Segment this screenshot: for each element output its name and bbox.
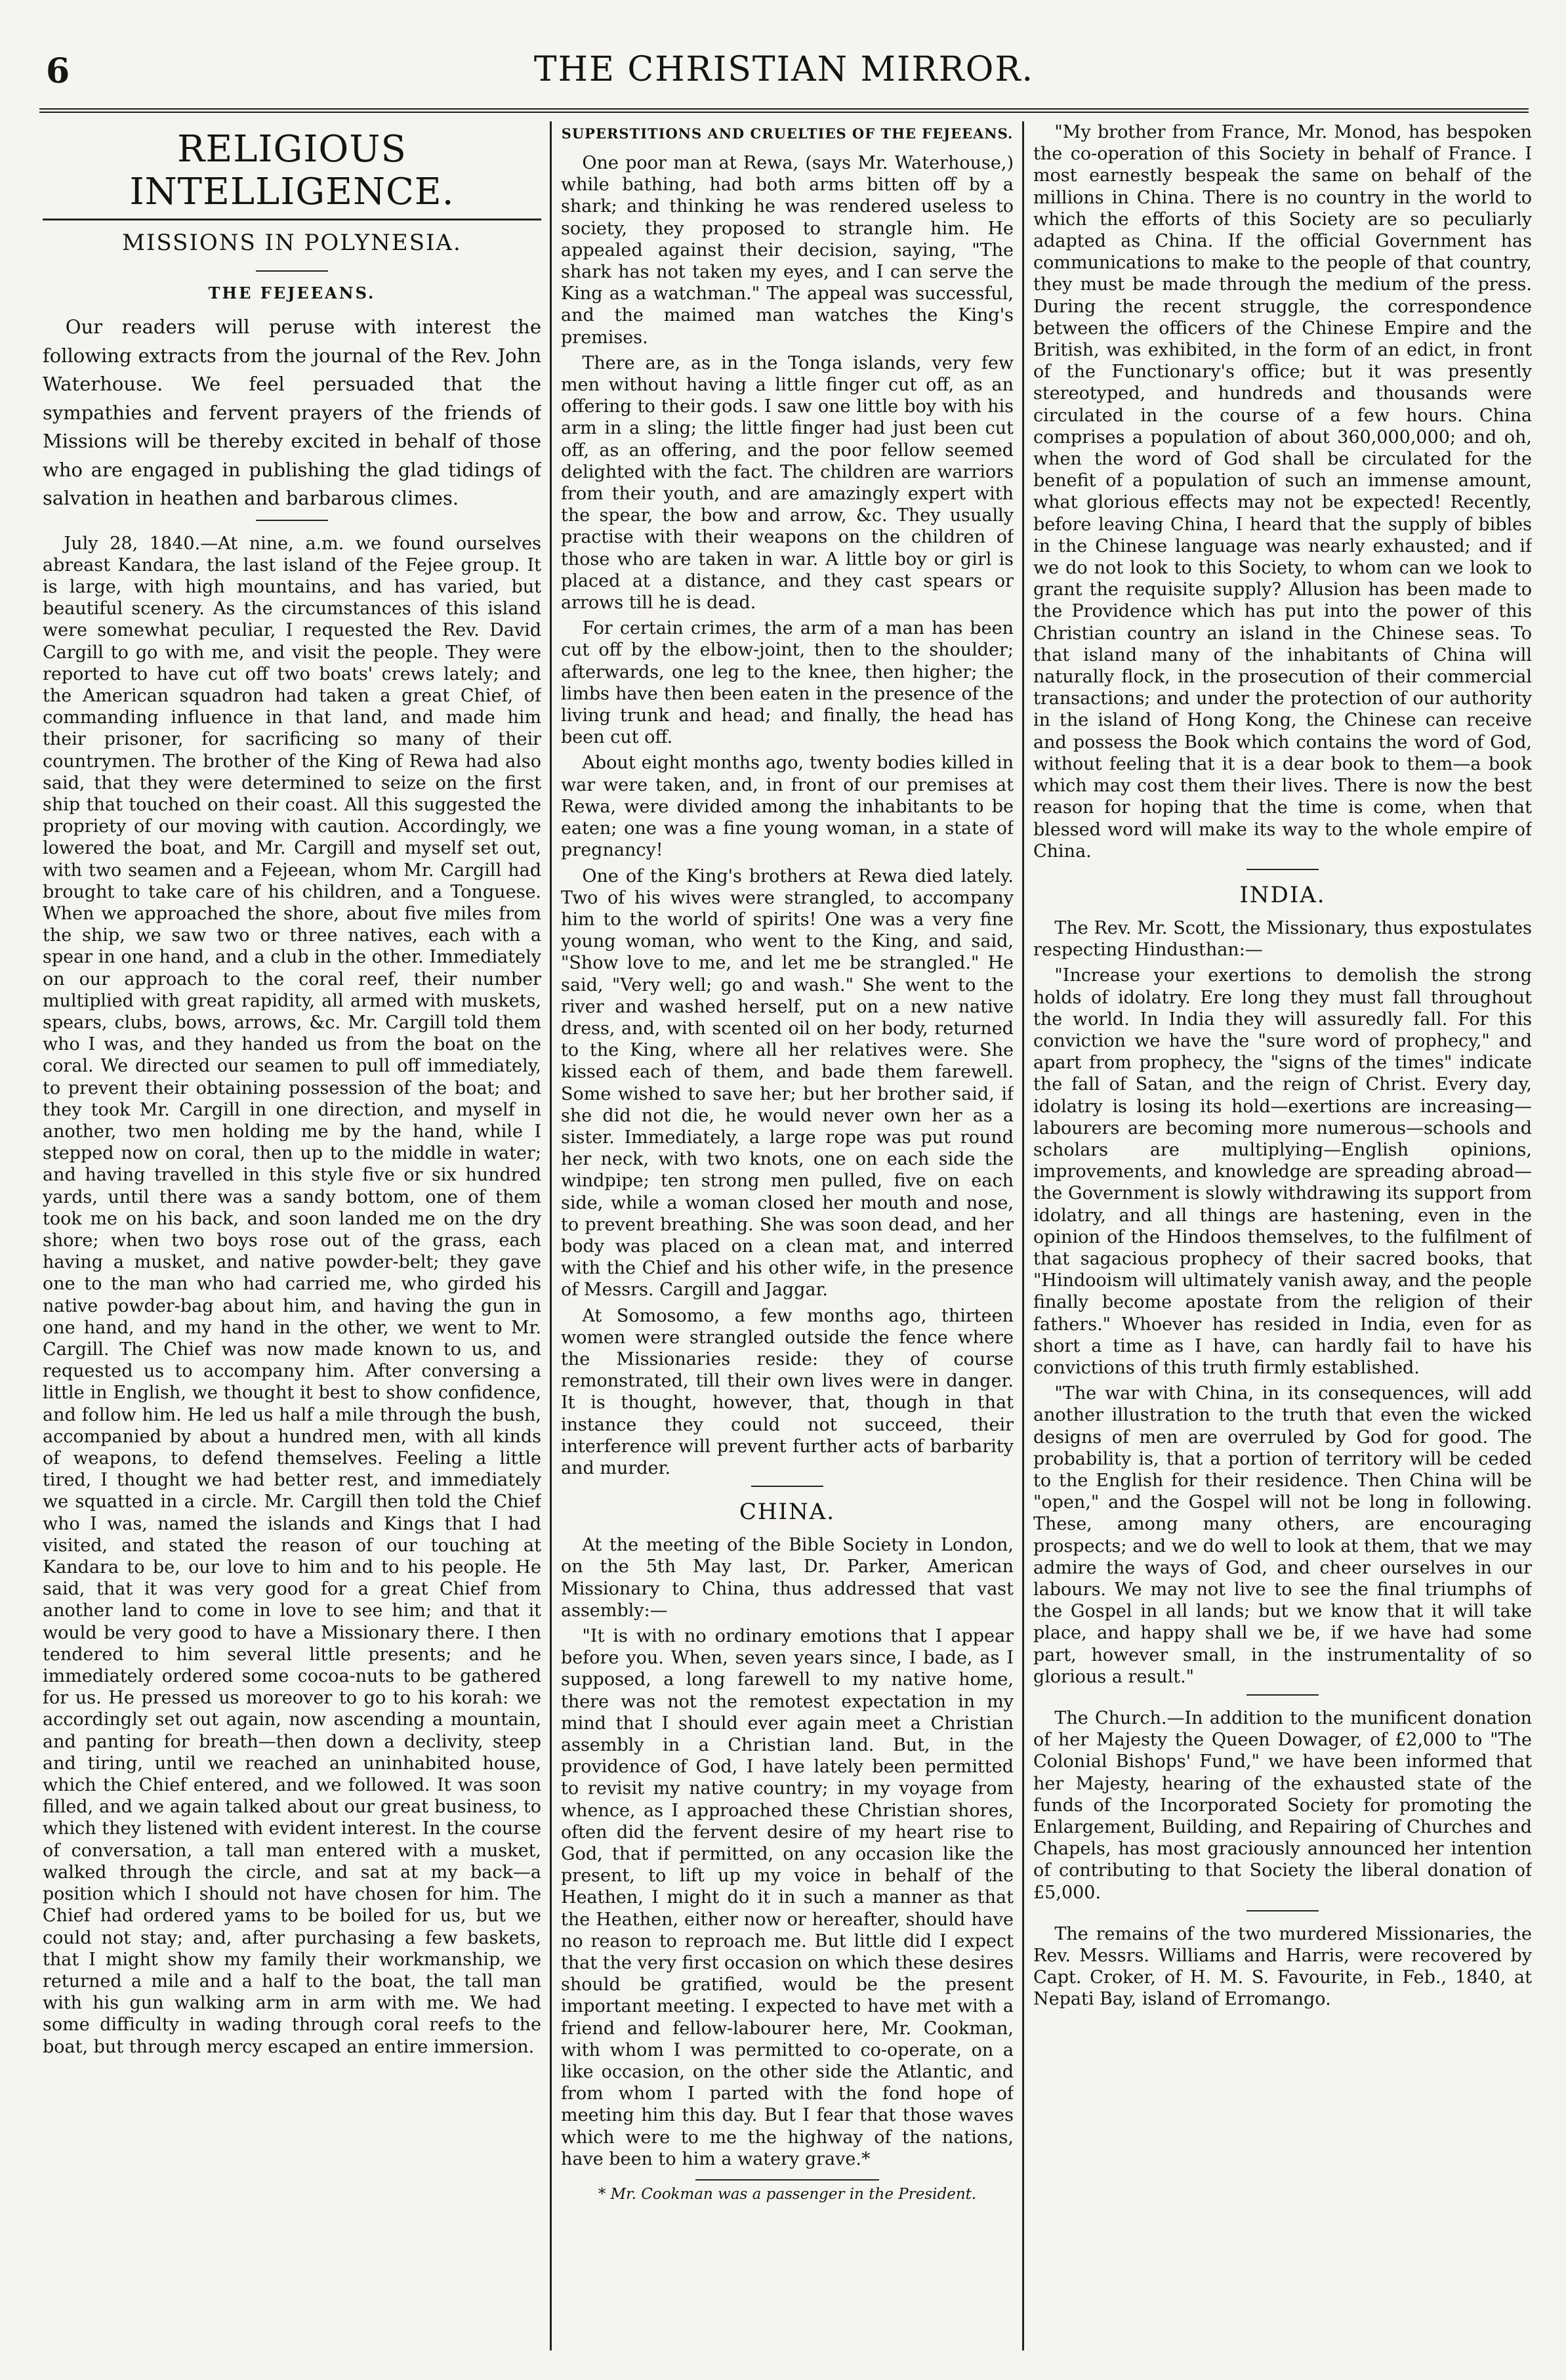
page-header bbox=[39, 46, 1529, 98]
section-rule bbox=[43, 219, 541, 220]
article-paragraph: At Somosomo, a few months ago, thirteen women were strangled outside the fence where the Missionaries reside: they of course remonstrated, till their own lives were in danger. It is thought, however, that, though in that instance they could not succeed, their interference will prevent further acts of barbarity and murder. bbox=[561, 1305, 1014, 1478]
article-paragraph: One poor man at Rewa, (says Mr. Waterhouse,) while bathing, had both arms bitten off by a shark; and thinking he was rendered useless to society, they proposed to strangle him. He appealed against their decision, saying, "The shark has not taken my eyes, and I can serve the King as a watchman." The appeal was successful, and the maimed man watches the King's premises. bbox=[561, 153, 1014, 348]
article-title-superstitions: SUPERSTITIONS AND CRUELTIES OF THE FEJEEANS. bbox=[561, 125, 1014, 142]
article-paragraph: One of the King's brothers at Rewa died lately. Two of his wives were strangled, to accompany him to the world of spirits! One was a very fine young woman, who went to the King, and said, "Show love to me, and let me be strangled." He said, "Very well; go and wash." She went to the river and washed herself, put on a new native dress, and, with scented oil on her body, returned to the King, where all her relatives were. She kissed each of them, and bade them farewell. Some wished to save her; but her brother said, if she did not die, he would never own her as a sister. Immediately, a large rope was put round her neck, with two knots, one on each side the windpipe; ten strong men pulled, five on each side, while a woman closed her mouth and nose, to prevent breathing. She was soon dead, and her body was placed on a clean mat, and interred with the Chief and his other wife, in the presence of Messrs. Cargill and Jaggar. bbox=[561, 866, 1014, 1301]
article-paragraph: There are, as in the Tonga islands, very few men without having a little finger cut off, as an offering to their gods. I saw one little boy with his arm in a sling; the little finger had just been cut off, as an offering, and the poor fellow seemed delighted with the fact. The children are warriors from their youth, and are amazingly expert with the spear, the bow and arrow, &c. They usually practise with their weapons on the children of those who are taken in war. A little boy or girl is placed at a distance, and they cast spears or arrows till he is dead. bbox=[561, 352, 1014, 614]
header-rule bbox=[39, 108, 1529, 113]
article-title-fejeeans: THE FEJEEANS. bbox=[208, 283, 376, 303]
short-rule bbox=[751, 1486, 823, 1487]
column-3 bbox=[1033, 121, 1532, 2357]
short-rule bbox=[256, 520, 328, 521]
column-1 bbox=[43, 121, 541, 2357]
india-paragraph: "Increase your exertions to demolish the strong holds of idolatry. Ere long they must fall throughout the world. In India they will assuredly fall. For this conviction we have the "sure word of prophecy," and apart from prophecy, the "signs of the times" indicate the fall of Satan, and the reign of Christ. Every day, idolatry is losing its hold—exertions are increasing—labourers are becoming more numerous—schools and scholars are multiplying—English opinions, improvements, and knowledge are spreading abroad—the Government is slowly withdrawing its support from idolatry, and all things are hastening, even in the opinion of the Hindoos themselves, to the fulfilment of that sagacious prophecy of their sacred books, that "Hindooism will ultimately vanish away, and the people finally become apostate from the religion of their fathers." Whoever has resided in India, even for as short a time as I have, can hardly fail to have his convictions of this truth firmly established. bbox=[1033, 965, 1532, 1378]
china-paragraph: "It is with no ordinary emotions that I appear before you. When, seven years since, I bade, as I supposed, a long farewell to my native home, there was not the remotest expectation in my mind that I should ever again meet a Christian assembly in a Christian land. But, in the providence of God, I have lately been permitted to revisit my native country; in my voyage from whence, as I approached these Christian shores, often did the fervent desire of my heart rise to God, that if permitted, on any occasion like the present, to lift up my voice in behalf of the Heathen, I might do it in such a manner as that the Heathen, either now or hereafter, should have no reason to reproach me. But little did I expect that the very first occasion on which these desires should be gratified, would be the present important meeting. I expected to have met with a friend and fellow-labourer here, Mr. Cookman, with whom I was permitted to co-operate, on a like occasion, on the other side the Atlantic, and from whom I parted with the fond hope of meeting him this day. But I fear that those waves which were to me the highway of the nations, have been to him a watery grave.* bbox=[561, 1626, 1014, 2169]
india-paragraph: "The war with China, in its consequences, will add another illustration to the truth that even the wicked designs of men are overruled by God for good. The probability is, that a portion of territory will be ceded to the English for their residence. Then China will be "open," and the Gospel will not be long in following. These, among many others, are encouraging prospects; and we do well to look at them, that we may admire the ways of God, and cheer ourselves in our labours. We may not live to see the final triumphs of the Gospel in all lands; but we know that it will take place, and happy shall we be, if we have had some part, however small, in the instrumentality of so glorious a result." bbox=[1033, 1383, 1532, 1687]
article-paragraph: For certain crimes, the arm of a man has been cut off by the elbow-joint, then to the shoulder; afterwards, one leg to the knee, then higher; the limbs have then been eaten in the presence of the living trunk and head; and finally, the head has been cut off. bbox=[561, 618, 1014, 748]
short-rule bbox=[1247, 1694, 1319, 1696]
india-title: INDIA. bbox=[1239, 881, 1326, 908]
journal-paragraph: July 28, 1840.—At nine, a.m. we found ourselves abreast Kandara, the last island of the Fejee group. It is large, with high mountains, and has varied, but beautiful scenery. As the circumstances of this island were somewhat peculiar, I requested the Rev. David Cargill to go with me, and visit the people. They were reported to have cut off two boats' crews lately; and the American squadron had taken a great Chief, of commanding influence in that land, and made him their prisoner, for sacrificing so many of their countrymen. The brother of the King of Rewa had also said, that they were determined to seize on the first ship that touched on their coast. All this suggested the propriety of our moving with caution. Accordingly, we lowered the boat, and Mr. Cargill and myself set out, with two seamen and a Fejeean, whom Mr. Cargill had brought to take care of his children, and a Tonguese. When we approached the shore, about five miles from the ship, we saw two or three natives, each with a spear in one hand, and a club in the other. Immediately on our approach to the coral reef, their number multiplied with great rapidity, all armed with muskets, spears, clubs, bows, arrows, &c. Mr. Cargill told them who I was, and they handed us from the boat on the coral. We directed our seamen to pull off immediately, to prevent their obtaining possession of the boat; and they took Mr. Cargill in one direction, and myself in another, two men holding me by the hand, while I stepped now on coral, then up to the middle in water; and having travelled in this style five or six hundred yards, until there was a sandy bottom, one of them took me on his back, and soon landed me on the dry shore; when two boys rose out of the grass, each having a musket, and native powder-belt; they gave one to the man who had carried me, who girded his native powder-bag about him, and having the gun in one hand, and my hand in the other, we went to Mr. Cargill. The Chief was now made known to us, and requested us to accompany him. After conversing a little in English, we thought it best to show confidence, and follow him. He led us half a mile through the bush, accompanied by about a hundred men, with all kinds of weapons, to defend themselves. Feeling a little tired, I thought we had better rest, and immediately we squatted in a circle. Mr. Cargill then told the Chief who I was, named the islands and Kings that I had visited, and stated the reason of our touching at Kandara to be, our love to him and to his people. He said, that it was very good for a great Chief from another land to come in love to see him; and that it would be very good to have a Missionary there. I then tendered to him several little presents; and he immediately ordered some cocoa-nuts to be gathered for us. He pressed us moreover to go to his korah: we accordingly set out again, now ascending a mountain, and panting for breath—then down a declivity, steep and tiring, until we reached an uninhabited house, which the Chief entered, and we followed. It was soon filled, and we again talked about our great business, to which they listened with evident interest. In the course of conversation, a tall man entered with a musket, walked through the circle, and sat at my back—a position which I should not have chosen for him. The Chief had ordered yams to be boiled for us, but we could not stay; and, after purchasing a few baskets, that I might show my family their workmanship, we returned a mile and a half to the boat, the tall man with his gun walking arm in arm with me. We had some difficulty in wading through coral reefs to the boat, but through mercy escaped an entire immersion. bbox=[43, 533, 541, 2057]
short-rule bbox=[256, 270, 328, 272]
india-paragraph: The Rev. Mr. Scott, the Missionary, thus expostulates respecting Hindusthan:— bbox=[1033, 917, 1532, 961]
column-divider-1 bbox=[550, 121, 552, 2350]
china-paragraph: At the meeting of the Bible Society in London, on the 5th May last, Dr. Parker, American Missionary to China, thus addressed that vast assembly:— bbox=[561, 1535, 1014, 1621]
page-number: 6 bbox=[46, 51, 70, 91]
article-paragraph: About eight months ago, twenty bodies killed in war were taken, and, in front of our premises at Rewa, were divided among the inhabitants to be eaten; one was a fine young woman, in a state of pregnancy! bbox=[561, 753, 1014, 861]
missionaries-paragraph: The remains of the two murdered Missionaries, the Rev. Messrs. Williams and Harris, were recovered by Capt. Croker, of H. M. S. Favourite, in Feb., 1840, at Nepati Bay, island of Erromango. bbox=[1033, 1923, 1532, 2010]
column-divider-2 bbox=[1022, 121, 1024, 2350]
journal-title: THE CHRISTIAN MIRROR. bbox=[533, 50, 1035, 89]
china-speech-paragraph: "My brother from France, Mr. Monod, has bespoken the co-operation of this Society in behalf of France. I most earnestly bespeak the same on behalf of the millions in China. There is no country in the world to which the efforts of this Society are so peculiarly adapted as China. If the official Government has communications to make to the people of that country, they must be made through the medium of the press. During the recent struggle, the correspondence between the officers of the Chinese Empire and the British, was exhibited, in the form of an edict, in front of the Functionary's office; but it was presently stereotyped, and hundreds and thousands were circulated in the course of a few hours. China comprises a population of about 360,000,000; and oh, when the word of God shall be circulated for the benefit of a population of such an immense amount, what glorious effects may not be expected! Recently, before leaving China, I heard that the supply of bibles in the Chinese language was nearly exhausted; and if we do not look to this Society, to whom can we look to grant the requisite supply? Allusion has been made to the Providence which has put into the power of this Christian country an island in the Chinese seas. To that island many of the inhabitants of China will naturally flock, in the prosecution of their commercial transactions; and under the protection of our authority in the island of Hong Kong, the Chinese can receive and possess the Book which contains the word of God, without feeling that it is a dear book to them—a book which may cost them their lives. There is now the best reason for hoping that the time is come, when that blessed word will make its way to the whole empire of China. bbox=[1033, 122, 1532, 862]
footnote: * Mr. Cookman was a passenger in the President. bbox=[598, 2186, 977, 2203]
column-2 bbox=[561, 121, 1014, 2357]
intro-paragraph: Our readers will peruse with interest the following extracts from the journal of the Rev. John Waterhouse. We feel persuaded that the sympathies and fervent prayers of the friends of Missions will be thereby excited in behalf of those who are engaged in publishing the glad tidings of salvation in heathen and barbarous climes. bbox=[43, 316, 541, 509]
section-title: RELIGIOUS INTELLIGENCE. bbox=[129, 128, 455, 213]
subsection-title: MISSIONS IN POLYNESIA. bbox=[122, 230, 462, 256]
short-rule bbox=[1247, 869, 1319, 870]
footnote-rule bbox=[695, 2179, 879, 2181]
china-title: CHINA. bbox=[739, 1499, 836, 1526]
short-rule bbox=[1247, 1910, 1319, 1911]
church-paragraph: The Church.—In addition to the munificent donation of her Majesty the Queen Dowager, of £2,000 to "The Colonial Bishops' Fund," we have been informed that her Majesty, hearing of the exhausted state of the funds of the Incorporated Society for promoting the Enlargement, Building, and Repairing of Churches and Chapels, has most graciously announced her intention of contributing to that Society the liberal donation of £5,000. bbox=[1033, 1708, 1532, 1903]
